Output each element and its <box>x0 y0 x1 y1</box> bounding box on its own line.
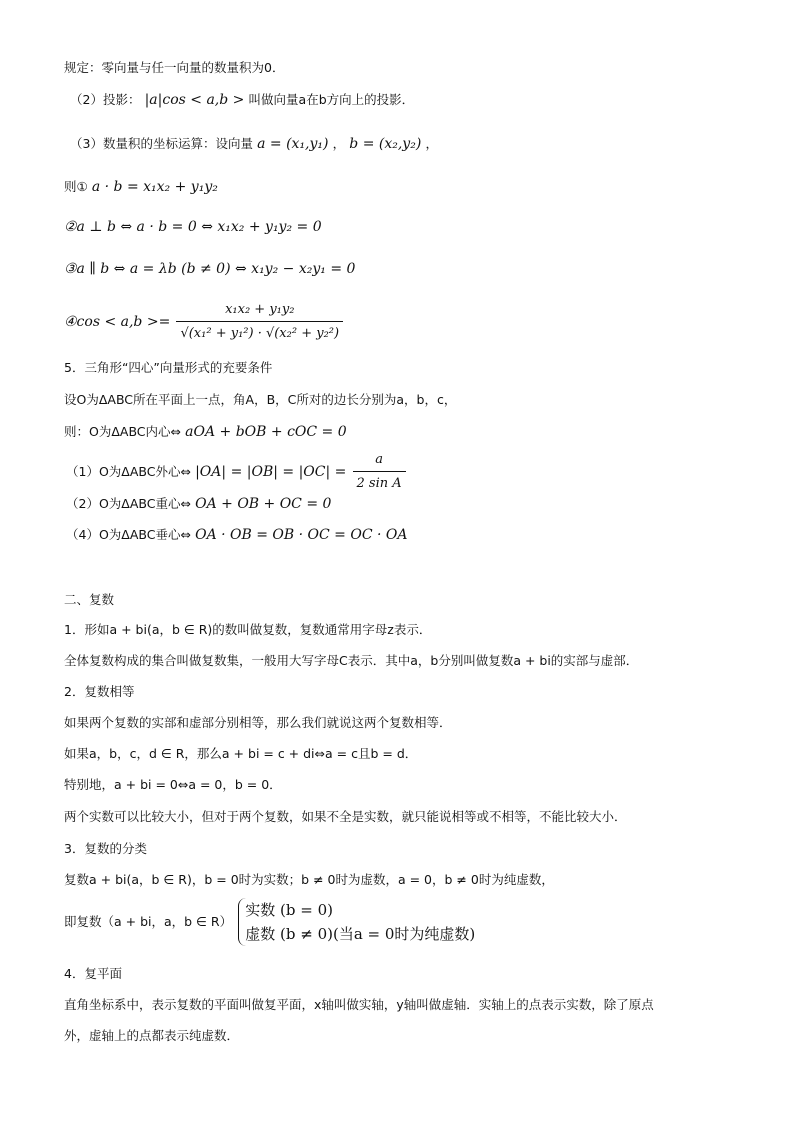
cosine-numerator: x₁x₂ + y₁y₂ <box>176 300 343 322</box>
cosine-formula-label: ④cos < a,b >= <box>64 314 171 330</box>
section-classification: 3．复数的分类 <box>64 841 147 856</box>
centroid-label: （2）O为ΔABC重心⇔ <box>66 496 191 511</box>
coordinate-operation-line <box>70 134 438 155</box>
incenter-line <box>64 422 347 443</box>
circumradius-denominator: 2 sin A <box>356 476 402 491</box>
section-complex-plane: 4．复平面 <box>64 966 122 981</box>
section-complex-numbers: 二、复数 <box>64 592 115 607</box>
equality-condition: 如果a，b，c，d ∈ R，那么a + bi = c + di⇔a = c且b = d． <box>64 746 418 761</box>
equality-special-case: 特别地，a + bi = 0⇔a = 0，b = 0． <box>64 777 282 792</box>
separator: ， <box>332 136 346 151</box>
comparison-note: 两个实数可以比较大小，但对于两个复数，如果不全是实数，就只能说相等或不相等，不能比较大小． <box>64 809 627 824</box>
complex-plane-text-1: 直角坐标系中，表示复数的平面叫做复平面，x轴叫做实轴，y轴叫做虚轴．实轴上的点表示实数，除了原点 <box>64 997 654 1012</box>
section-four-centers: 5．三角形“四心”向量形式的充要条件 <box>64 360 273 375</box>
projection-label: （2）投影： <box>70 92 141 107</box>
vector-a-coords: a = (x₁,y₁) <box>257 136 329 152</box>
classification-text: 复数a + bi(a，b ∈ R)，b = 0时为实数；b ≠ 0时为虚数，a = 0，b ≠ 0时为纯虚数， <box>64 872 554 887</box>
equality-definition: 如果两个复数的实部和虚部分别相等，那么我们就说这两个复数相等． <box>64 715 452 730</box>
dot-product-formula-line <box>64 177 218 198</box>
centroid-formula: OA + OB + OC = 0 <box>195 496 332 512</box>
cosine-formula-line <box>64 300 345 344</box>
complex-set-definition: 全体复数构成的集合叫做复数集，一般用大写字母C表示．其中a，b分别叫做复数a + bi的实部与虚部． <box>64 653 639 668</box>
orthocenter-label: （4）O为ΔABC垂心⇔ <box>66 527 191 542</box>
complex-plane-text-2: 外，虚轴上的点都表示纯虚数． <box>64 1028 240 1043</box>
circumradius-numerator: a <box>353 450 406 472</box>
projection-line <box>70 90 414 111</box>
projection-desc: 叫做向量a在b方向上的投影． <box>248 92 415 107</box>
triangle-setup: 设O为ΔABC所在平面上一点，角A，B，C所对的边长分别为a，b，c， <box>64 392 457 407</box>
case-imaginary: 虚数 (b ≠ 0)(当a = 0时为纯虚数) <box>245 925 476 943</box>
perpendicular-condition: ②a ⊥ b ⇔ a · b = 0 ⇔ x₁x₂ + y₁y₂ = 0 <box>64 219 322 235</box>
circumcenter-label: （1）O为ΔABC外心⇔ <box>66 464 191 479</box>
parallel-condition: ③a ∥ b ⇔ a = λb (b ≠ 0) ⇔ x₁y₂ − x₂y₁ = 0 <box>64 261 356 277</box>
classification-cases-line <box>64 898 475 946</box>
projection-formula: |a|cos < a,b > <box>144 92 245 108</box>
incenter-label: 则：O为ΔABC内心⇔ <box>64 424 181 439</box>
centroid-line <box>66 494 331 515</box>
case-real: 实数 (b = 0) <box>245 901 333 919</box>
separator: ， <box>425 136 438 151</box>
vector-b-coords: b = (x₂,y₂) <box>349 136 422 152</box>
section-complex-equality: 2．复数相等 <box>64 684 135 699</box>
cosine-denominator: √(x₁² + y₁²) · √(x₂² + y₂²) <box>180 326 340 341</box>
circumcenter-formula: |OA| = |OB| = |OC| = <box>195 464 347 480</box>
classification-brace <box>238 898 475 946</box>
circumcenter-line <box>66 450 408 494</box>
coordinate-operation-label: （3）数量积的坐标运算：设向量 <box>70 136 253 151</box>
orthocenter-formula: OA · OB = OB · OC = OC · OA <box>195 527 408 543</box>
rule-zero-vector: 规定：零向量与任一向量的数量积为0． <box>64 60 285 75</box>
dot-product-label: 则① <box>64 179 88 194</box>
complex-definition: 1．形如a + bi(a，b ∈ R)的数叫做复数，复数通常用字母z表示． <box>64 622 432 637</box>
orthocenter-line <box>66 525 408 546</box>
incenter-formula: aOA + bOB + cOC = 0 <box>185 424 347 440</box>
circumradius-fraction <box>353 450 406 494</box>
cosine-fraction <box>176 300 343 344</box>
dot-product-formula: a · b = x₁x₂ + y₁y₂ <box>91 179 218 195</box>
classification-cases-label: 即复数（a + bi，a，b ∈ R） <box>64 914 233 929</box>
